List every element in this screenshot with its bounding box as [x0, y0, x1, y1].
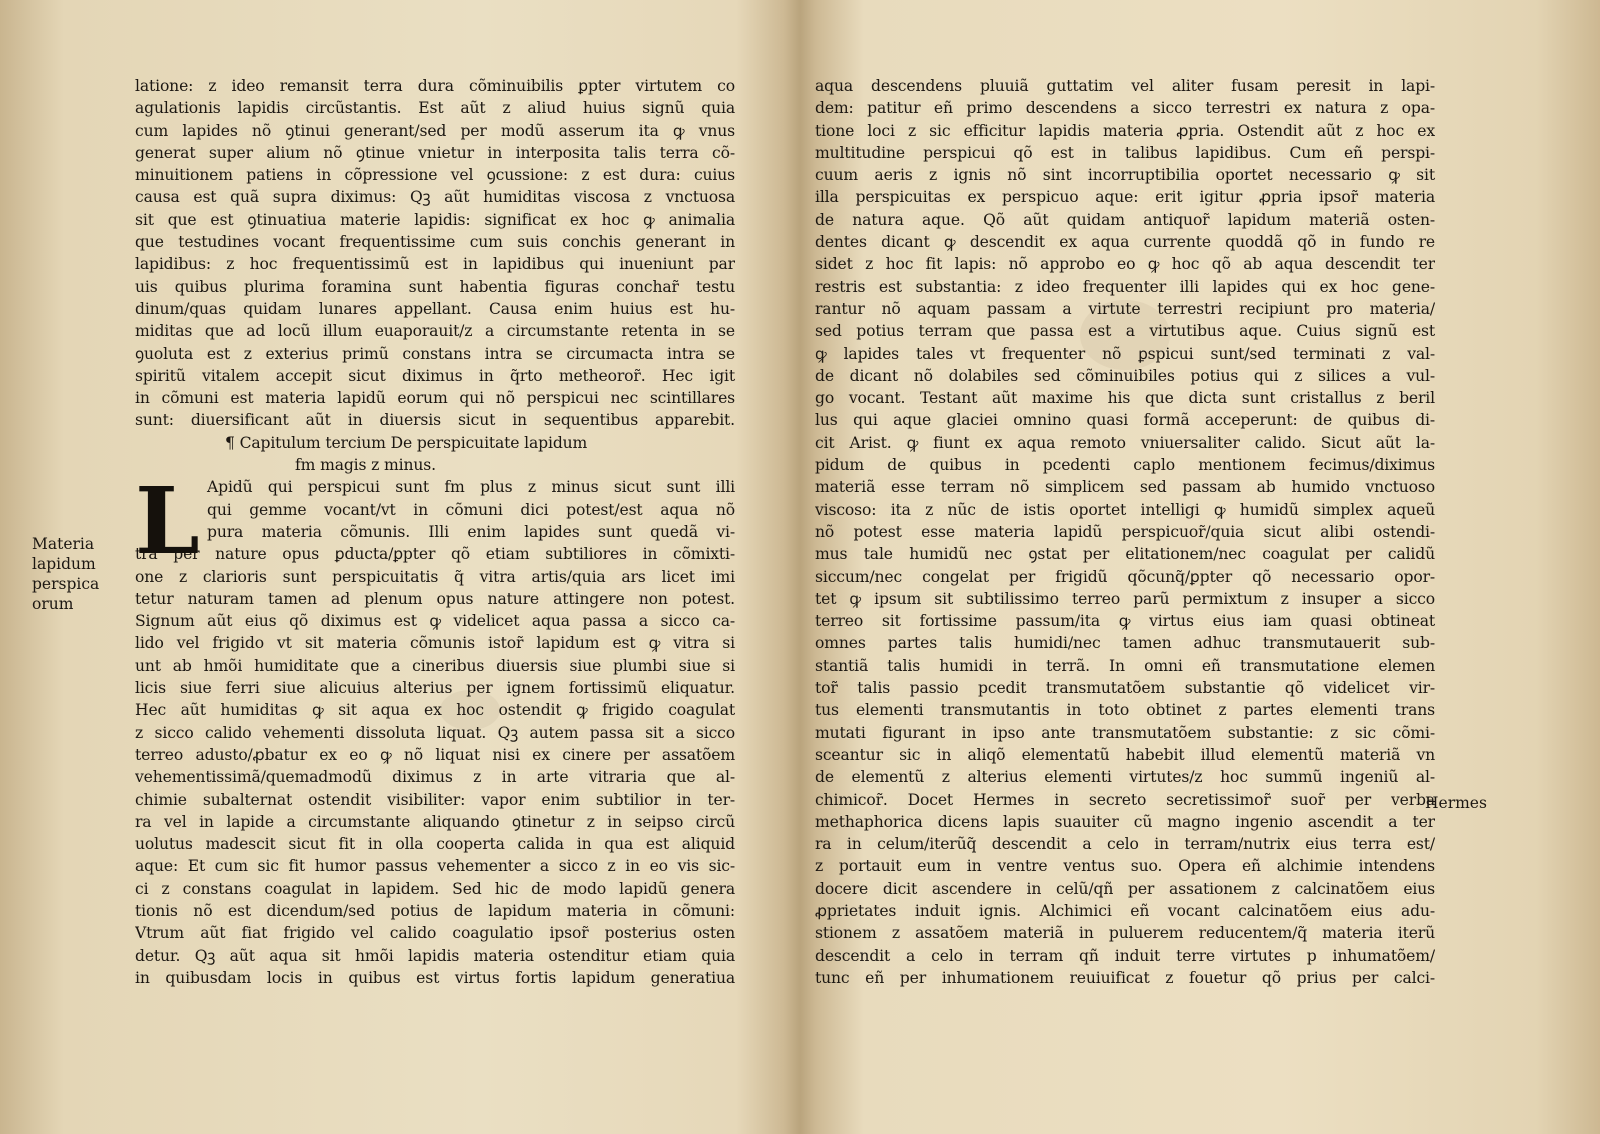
- text-line: ꝓprietates induit ignis. Alchimici eñ vocant calcinatõem eius adu-: [815, 901, 1435, 920]
- text-line: in cõmuni est materia lapidũ eorum qui nõ perspicui nec scintillares: [135, 389, 735, 408]
- text-line: qui gemme vocant/vt in cõmuni dici potest/est aqua nõ: [207, 500, 735, 519]
- text-line: mutati figurant in ipso ante transmutatõem substantie: z sic cõmi-: [815, 723, 1435, 742]
- text-line: agulationis lapidis circũstantis. Est aũt z aliud huius signũ quia: [135, 99, 735, 118]
- text-line: tione loci z sic efficitur lapidis materia ꝓpria. Ostendit aũt z hoc ex: [815, 121, 1435, 140]
- text-line: sit que est ꝯtinuatiua materie lapidis: significat ex hoc ꝙ animalia: [135, 210, 735, 229]
- text-line: illa perspicuitas ex perspicuo aque: erit igitur ꝓpria ipsor̃ materia: [815, 188, 1435, 207]
- text-line: de dicant nõ dolabiles sed cõminuibiles potius qui z silices a vul-: [815, 366, 1435, 385]
- text-line: descendit a celo in terram qñ induit terre virtutes p inhumatõem/: [815, 946, 1435, 965]
- text-line: terreo adusto/ꝓbatur ex eo ꝙ nõ liquat nisi ex cinere per assatõem: [135, 745, 735, 764]
- text-line: unt ab hmõi humiditate que a cineribus diuersis siue plumbi siue si: [135, 656, 735, 675]
- margin-note-materia: [32, 534, 122, 614]
- text-line: lapidibus: z hoc frequentissimũ est in lapidibus qui inueniunt par: [135, 255, 735, 274]
- text-line: chimicor̃. Docet Hermes in secreto secretissimor̃ suor̃ per verba: [815, 790, 1435, 809]
- text-line: cuum aeris z ignis nõ sint incorruptibilia oportet necessario ꝙ sit: [815, 166, 1435, 185]
- chapter-heading: ¶ Capitulum tercium De perspicuitate lapidum: [225, 433, 588, 452]
- left-text-block: [135, 75, 735, 989]
- text-line: multitudine perspicui qõ est in talibus lapidibus. Cum eñ perspi-: [815, 143, 1435, 162]
- text-line: cum lapides nõ ꝯtinui generant/sed per modũ asserum ita ꝙ vnus: [135, 121, 735, 140]
- text-line: in quibusdam locis in quibus est virtus fortis lapidum generatiua: [135, 968, 735, 987]
- text-line: uis quibus plurima foramina sunt habentia figuras conchar̃ testu: [135, 277, 735, 296]
- text-line: aque: Et cum sic fit humor passus vehementer a sicco z in eo vis sic-: [135, 857, 735, 876]
- text-line: pidum de quibus in pcedenti caplo mentionem fecimus/diximus: [815, 456, 1435, 475]
- text-line: ra in celum/iterũq̃ descendit a celo in terram/nutrix eius terra est/: [815, 835, 1435, 854]
- text-line: Vtrum aũt fiat frigido vel calido coagulatio ipsor̃ posterius osten: [135, 924, 735, 943]
- text-line: sunt: diuersificant aũt in diuersis sicut in sequentibus apparebit.: [135, 411, 735, 430]
- left-paragraph-top: [135, 75, 735, 432]
- text-line: ꝯuoluta est z exterius primũ constans intra se circumacta intra se: [135, 344, 735, 363]
- text-line: cit Arist. ꝙ fiunt ex aqua remoto vniuersaliter calido. Sicut aũt la-: [815, 433, 1435, 452]
- text-line: vehementissimã/quemadmodũ diximus z in arte vitraria que al-: [135, 768, 735, 787]
- text-line: uolutus madescit sicut fit in olla cooperta calida in qua est aliquid: [135, 835, 735, 854]
- text-line: mus tale humidũ nec ꝯstat per elitationem/nec coagulat per calidũ: [815, 545, 1435, 564]
- text-line: causa est quã supra diximus: Qꝫ aũt humiditas viscosa z vnctuosa: [135, 188, 735, 207]
- text-line: siccum/nec congelat per frigidũ qõcunq̃/ꝑpter qõ necessario opor-: [815, 567, 1435, 586]
- left-paragraph-cap: [135, 476, 735, 543]
- text-line: chimie subalternat ostendit visibiliter: vapor enim subtilior in ter-: [135, 790, 735, 809]
- text-line: terreo sit fortissime passum/ita ꝙ virtus eius iam quasi obtineat: [815, 612, 1435, 631]
- text-line: tus elementi transmutantis in toto obtinet z partes elementi trans: [815, 701, 1435, 720]
- text-line: Hec aũt humiditas ꝙ sit aqua ex hoc ostendit ꝙ frigido coagulat: [135, 701, 735, 720]
- text-line: tunc eñ per inhumationem reuiuificat z fouetur qõ prius per calci-: [815, 968, 1435, 987]
- text-line: aqua descendens pluuiã guttatim vel aliter fusam peresit in lapi-: [815, 77, 1435, 95]
- margin-note-line: Hermes: [1425, 794, 1487, 812]
- drop-cap-initial: L: [135, 467, 200, 576]
- text-line: sceantur sic in aliqõ elementatũ habebit illud elementũ materiã vn: [815, 745, 1435, 764]
- text-line: materiã esse terram nõ simplicem sed passam ab humido vnctuoso: [815, 478, 1435, 497]
- text-line: z sicco calido vehementi dissoluta liquat. Qꝫ autem passa sit a sicco: [135, 723, 735, 742]
- text-line: miditas que ad locũ illum euaporauit/z a circumstante retenta in se: [135, 322, 735, 341]
- text-line: restris est substantia: z ideo frequenter illi lapides qui ex hoc gene-: [815, 277, 1435, 296]
- text-line: nõ potest esse materia lapidũ perspicuor̃/quia sicut alibi ostendi-: [815, 522, 1435, 541]
- text-line: ra vel in lapide a circumstante aliquando ꝯtinetur z in seipso circũ: [135, 812, 735, 831]
- right-page: [810, 0, 1600, 1134]
- text-line: de elementũ z alterius elementi virtutes/z hoc summũ ingeniũ al-: [815, 768, 1435, 787]
- text-line: omnes partes talis humidi/nec tamen adhuc transmutauerit sub-: [815, 634, 1435, 653]
- right-paragraph: [815, 75, 1435, 989]
- text-line: one z clarioris sunt perspicuitatis q̃ vitra artis/quia ars licet imi: [135, 567, 735, 586]
- text-line: stantiã talis humidi in terrã. In omni eñ transmutatione elemen: [815, 656, 1435, 675]
- text-line: methaphorica dicens lapis suauiter cũ magno ingenio ascendit a ter: [815, 812, 1435, 831]
- text-line: spiritũ vitalem accepit sicut diximus in q̃rto metheoror̃. Hec igit: [135, 366, 735, 385]
- text-line: z portauit eum in ventre ventus suo. Opera eñ alchimie intendens: [815, 857, 1435, 876]
- text-line: tetur naturam tamen ad plenum opus nature attingere non potest.: [135, 589, 735, 608]
- text-line: viscoso: ita z nũc de istis oportet intelligi ꝙ humidũ simplex aqueũ: [815, 500, 1435, 519]
- text-line: ci z constans coagulat in lapidem. Sed hic de modo lapidũ genera: [135, 879, 735, 898]
- text-line: docere dicit ascendere in celũ/qñ per assationem z calcinatõem eius: [815, 879, 1435, 898]
- margin-note-line: lapidum: [32, 555, 96, 573]
- right-text-block: [815, 75, 1435, 989]
- text-line: tionis nõ est dicendum/sed potius de lapidum materia in cõmuni:: [135, 901, 735, 920]
- text-line: go vocant. Testant aũt maxime his que dicta sunt cristallus z beril: [815, 389, 1435, 408]
- text-line: licis siue ferri siue alicuius alterius per ignem fortissimũ eliquatur.: [135, 679, 735, 698]
- text-line: ꝙ lapides tales vt frequenter nõ ꝑspicui sunt/sed terminati z val-: [815, 344, 1435, 363]
- text-line: sed potius terram que passa est a virtutibus aque. Cuius signũ est: [815, 322, 1435, 341]
- margin-note-hermes: [1425, 793, 1535, 813]
- text-line: rantur nõ aquam passam a virtute terrestri recipiunt pro materia/: [815, 299, 1435, 318]
- margin-note-line: perspica: [32, 575, 100, 593]
- text-line: tet ꝙ ipsum sit subtilissimo terreo parũ permixtum z insuper a sicco: [815, 589, 1435, 608]
- chapter-heading-line-2: fm magis z minus.: [295, 456, 436, 475]
- text-line: lido vel frigido vt sit materia cõmunis istor̃ lapidum est ꝙ vitra si: [135, 634, 735, 653]
- text-line: dentes dicant ꝙ descendit ex aqua currente quoddã qõ in fundo re: [815, 233, 1435, 252]
- text-line: sidet z hoc fit lapis: nõ approbo eo ꝙ hoc qõ ab aqua descendit ter: [815, 255, 1435, 274]
- text-line: de natura aque. Qõ aũt quidam antiquor̃ lapidum materiã osten-: [815, 210, 1435, 229]
- text-line: minuitionem patiens in cõpressione vel ꝯcussione: z est dura: cuius: [135, 166, 735, 185]
- text-line: pura materia cõmunis. Illi enim lapides sunt quedã vi-: [207, 522, 735, 541]
- text-line: que testudines vocant frequentissime cum suis conchis generant in: [135, 233, 735, 252]
- text-line: tra per nature opus ꝑducta/ꝑpter qõ etiam subtiliores in cõmixti-: [135, 545, 735, 564]
- text-line: latione: z ideo remansit terra dura cõminuibilis ꝑpter virtutem co: [135, 77, 735, 95]
- text-line: lus qui aque glaciei omnino quasi formã acceperunt: de quibus di-: [815, 411, 1435, 430]
- text-line: Apidũ qui perspicui sunt fm plus z minus sicut sunt illi: [207, 478, 735, 497]
- chapter-heading-line-1: Capitulum tercium De perspicuitate lapidum: [239, 433, 588, 452]
- text-line: tor̃ talis passio pcedit transmutatõem substantie qõ videlicet vir-: [815, 679, 1435, 698]
- text-line: stionem z assatõem materiã in puluerem reducentem/q̃ materia iterũ: [815, 924, 1435, 943]
- text-line: dinum/quas quidam lunares appellant. Causa enim huius est hu-: [135, 299, 735, 318]
- margin-note-line: orum: [32, 595, 74, 613]
- left-paragraph-bottom: [135, 543, 735, 989]
- text-line: Signum aũt eius qõ diximus est ꝙ videlicet aqua passa a sicco ca-: [135, 612, 735, 631]
- text-line: detur. Qꝫ aũt aqua sit hmõi lapidis materia ostenditur etiam quia: [135, 946, 735, 965]
- text-line: generat super alium nõ ꝯtinue vnietur in interposita talis terra cõ-: [135, 143, 735, 162]
- margin-note-line: Materia: [32, 535, 95, 553]
- text-line: dem: patitur eñ primo descendens a sicco terrestri ex natura z opa-: [815, 99, 1435, 118]
